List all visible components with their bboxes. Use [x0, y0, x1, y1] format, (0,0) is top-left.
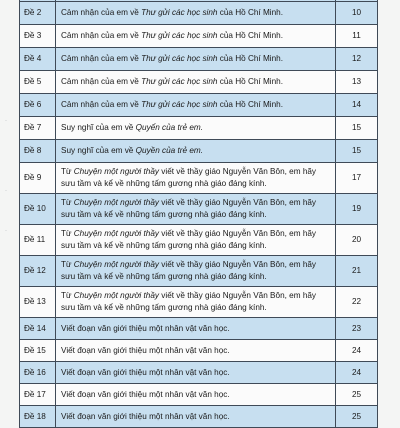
toc-page-number: 13	[336, 71, 378, 94]
toc-title-italic: Chuyện một người thầy	[73, 229, 159, 238]
toc-page-number: 14	[336, 94, 378, 117]
toc-title-text: Suy nghĩ của em về	[61, 123, 136, 132]
toc-title-text: Viết đoạn văn giới thiệu một nhân vật văn học.	[61, 345, 230, 355]
table-row	[20, 2, 378, 25]
toc-title-text: viết về thầy giáo Nguyễn Văn Bôn, em hãy sưu tầm và kể về những tấm gương nhà giáo đáng kính.	[61, 167, 317, 188]
page-speck: ·	[5, 228, 7, 234]
toc-label: Đề 12	[20, 256, 56, 287]
toc-title-text: Cảm nhận của em về	[61, 54, 142, 63]
toc-title-text: Suy nghĩ của em về	[61, 146, 136, 155]
page-speck: ·	[5, 118, 7, 124]
toc-title-italic: Quyển của trẻ em.	[135, 123, 203, 132]
toc-title	[56, 287, 336, 318]
toc-label: Đề 17	[20, 384, 56, 406]
toc-page-number: 25	[336, 384, 378, 406]
table-row	[20, 340, 378, 362]
toc-title	[56, 71, 336, 94]
table-row	[20, 318, 378, 340]
table-row	[20, 225, 378, 256]
toc-title-text: Viết đoạn văn giới thiệu một nhân vật văn học.	[61, 367, 230, 377]
toc-label: Đề 2	[20, 2, 56, 25]
toc-title-text: Cảm nhận của em về	[61, 77, 142, 86]
toc-title-italic: Thư gửi các học sinh	[141, 54, 218, 63]
table-row	[20, 25, 378, 48]
toc-page-number: 15	[336, 117, 378, 140]
toc-title	[56, 2, 336, 25]
toc-title-text: Từ	[61, 198, 74, 207]
toc-title	[56, 318, 336, 340]
toc-title-italic: Chuyện một người thầy	[73, 291, 159, 300]
toc-title-text: Từ	[61, 167, 74, 176]
toc-title-italic: Chuyện một người thầy	[73, 198, 159, 207]
table-row	[20, 71, 378, 94]
table-row	[20, 163, 378, 194]
toc-label: Đề 14	[20, 318, 56, 340]
toc-title-italic: Quyền của trẻ em.	[135, 146, 203, 155]
toc-title	[56, 163, 336, 194]
toc-title-text: Cảm nhận của em về	[61, 31, 142, 40]
table-row	[20, 140, 378, 163]
toc-title-italic: Chuyện một người thầy	[73, 260, 159, 269]
toc-title-text: của Hồ Chí Minh.	[217, 54, 284, 63]
toc-label: Đề 15	[20, 340, 56, 362]
toc-title	[56, 384, 336, 406]
toc-title-text: viết về thầy giáo Nguyễn Văn Bôn, em hãy sưu tầm và kể về những tấm gương nhà giáo đáng kính.	[61, 198, 317, 219]
table-row	[20, 287, 378, 318]
toc-title-text: Cảm nhận của em về	[61, 8, 142, 17]
table-row	[20, 94, 378, 117]
toc-title-text: viết về thầy giáo Nguyễn Văn Bôn, em hãy sưu tầm và kể về những tấm gương nhà giáo đáng kính.	[61, 229, 317, 250]
toc-title-text: của Hồ Chí Minh.	[217, 31, 284, 40]
toc-page-number: 10	[336, 2, 378, 25]
toc-title	[56, 406, 336, 428]
toc-label: Đề 8	[20, 140, 56, 163]
toc-page-number: 25	[336, 406, 378, 428]
toc-title-text: của Hồ Chí Minh.	[217, 77, 284, 86]
toc-title-italic: Thư gửi các học sinh	[141, 77, 218, 86]
toc-title	[56, 256, 336, 287]
toc-title	[56, 25, 336, 48]
toc-title-italic: Thư gửi các học sinh	[141, 100, 218, 109]
toc-page-number: 22	[336, 287, 378, 318]
toc-label: Đề 7	[20, 117, 56, 140]
toc-page-number: 24	[336, 340, 378, 362]
toc-title-text: viết về thầy giáo Nguyễn Văn Bôn, em hãy sưu tầm và kể về những tấm gương nhà giáo đáng kính.	[61, 260, 317, 281]
toc-page-number: 24	[336, 362, 378, 384]
toc-page-number: 21	[336, 256, 378, 287]
toc-body	[20, 0, 378, 428]
toc-title	[56, 140, 336, 163]
table-row	[20, 384, 378, 406]
toc-label: Đề 11	[20, 225, 56, 256]
toc-label: Đề 16	[20, 362, 56, 384]
toc-title-text: Viết đoạn văn giới thiệu một nhân vật văn học.	[61, 323, 230, 333]
table-row	[20, 194, 378, 225]
toc-page-number: 20	[336, 225, 378, 256]
toc-page-number: 12	[336, 48, 378, 71]
toc-page-number: 15	[336, 140, 378, 163]
toc-page-number: 23	[336, 318, 378, 340]
table-row	[20, 256, 378, 287]
toc-label: Đề 4	[20, 48, 56, 71]
table-row	[20, 117, 378, 140]
page-speck: ·	[5, 188, 7, 194]
toc-title	[56, 117, 336, 140]
toc-title-text: Từ	[61, 291, 74, 300]
toc-title-text: Viết đoạn văn giới thiệu một nhân vật văn học.	[61, 411, 230, 421]
toc-title-italic: Chuyện một người thầy	[73, 167, 159, 176]
table-of-contents	[19, 0, 378, 428]
toc-title-text: Từ	[61, 229, 74, 238]
table-row	[20, 362, 378, 384]
table-row	[20, 406, 378, 428]
toc-page-number: 11	[336, 25, 378, 48]
toc-label: Đề 3	[20, 25, 56, 48]
toc-title-text: của Hồ Chí Minh.	[217, 100, 284, 109]
toc-title-italic: Thư gửi các học sinh	[141, 8, 218, 17]
toc-title-text: Viết đoạn văn giới thiệu một nhân vật văn học.	[61, 389, 230, 399]
toc-title	[56, 340, 336, 362]
toc-title-text: Từ	[61, 260, 74, 269]
toc-label: Đề 13	[20, 287, 56, 318]
toc-label: Đề 6	[20, 94, 56, 117]
toc-page-number: 17	[336, 163, 378, 194]
toc-title-text: viết về thầy giáo Nguyễn Văn Bôn, em hãy sưu tầm và kể về những tấm gương nhà giáo đáng kính.	[61, 291, 317, 312]
table-row	[20, 48, 378, 71]
toc-title	[56, 194, 336, 225]
toc-label: Đề 9	[20, 163, 56, 194]
toc-label: Đề 18	[20, 406, 56, 428]
toc-title-text: Cảm nhận của em về	[61, 100, 142, 109]
toc-title-text: của Hồ Chí Minh.	[217, 8, 284, 17]
toc-title-italic: Thư gửi các học sinh	[141, 31, 218, 40]
toc-title	[56, 48, 336, 71]
toc-title	[56, 225, 336, 256]
toc-page-number: 19	[336, 194, 378, 225]
toc-label: Đề 5	[20, 71, 56, 94]
toc-label: Đề 10	[20, 194, 56, 225]
toc-title	[56, 362, 336, 384]
toc-title	[56, 94, 336, 117]
